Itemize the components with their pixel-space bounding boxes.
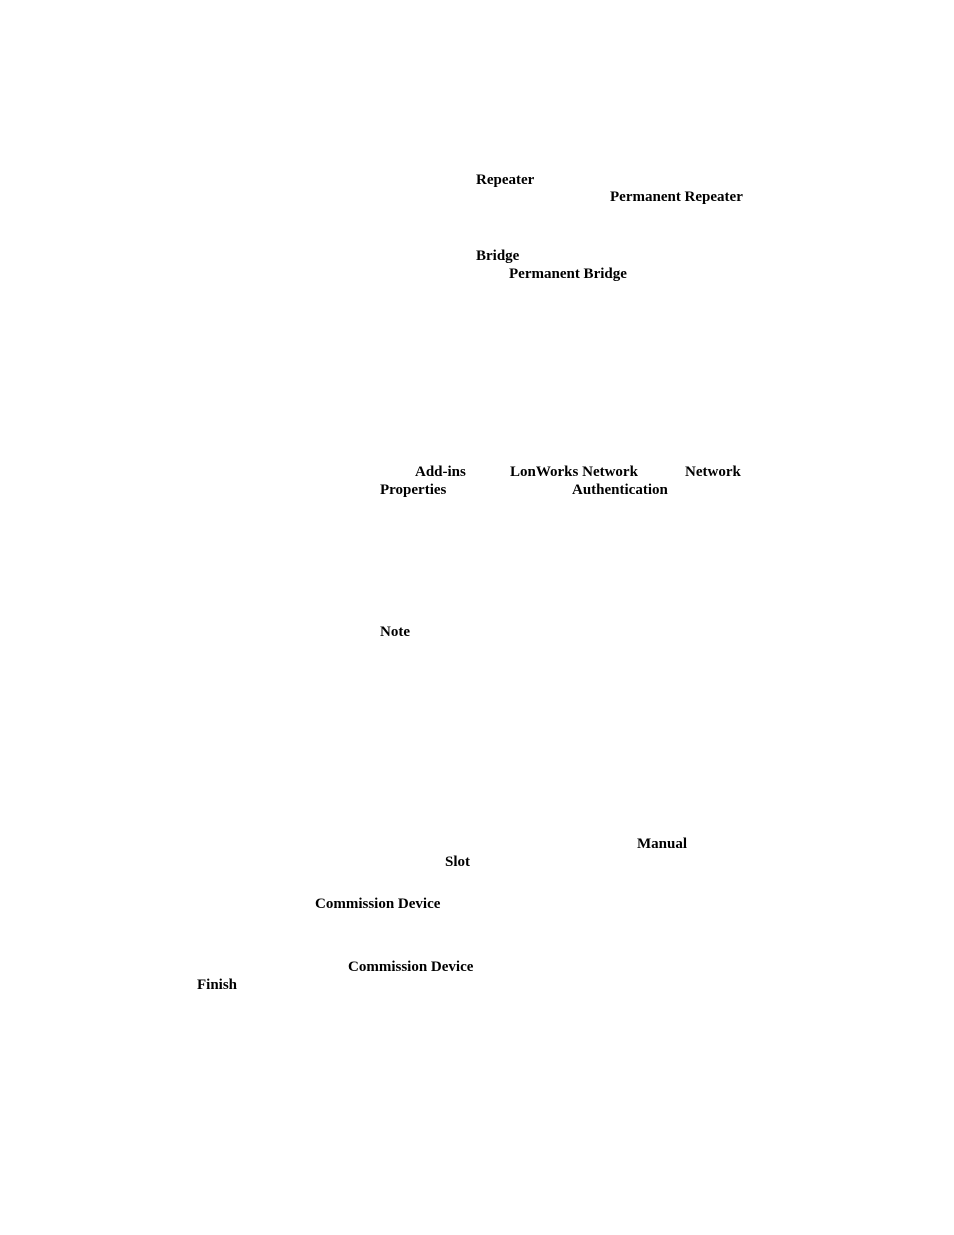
term-commission-device: Commission Device (315, 896, 441, 912)
term-finish: Finish (197, 977, 238, 993)
term-permanent-repeater: Permanent Repeater (610, 189, 743, 205)
term-permanent-bridge: Permanent Bridge (509, 266, 627, 282)
term-slot: Slot (445, 854, 471, 870)
term-repeater: Repeater (476, 172, 535, 188)
term-commission-device: Commission Device (348, 959, 474, 975)
term-authentication: Authentication (572, 482, 668, 498)
term-bridge: Bridge (476, 248, 520, 264)
term-network: Network (685, 464, 741, 480)
term-add-ins: Add-ins (415, 464, 466, 480)
term-note: Note (380, 624, 410, 640)
term-lonworks-network: LonWorks Network (510, 464, 638, 480)
term-manual: Manual (637, 836, 688, 852)
term-properties: Properties (380, 482, 447, 498)
